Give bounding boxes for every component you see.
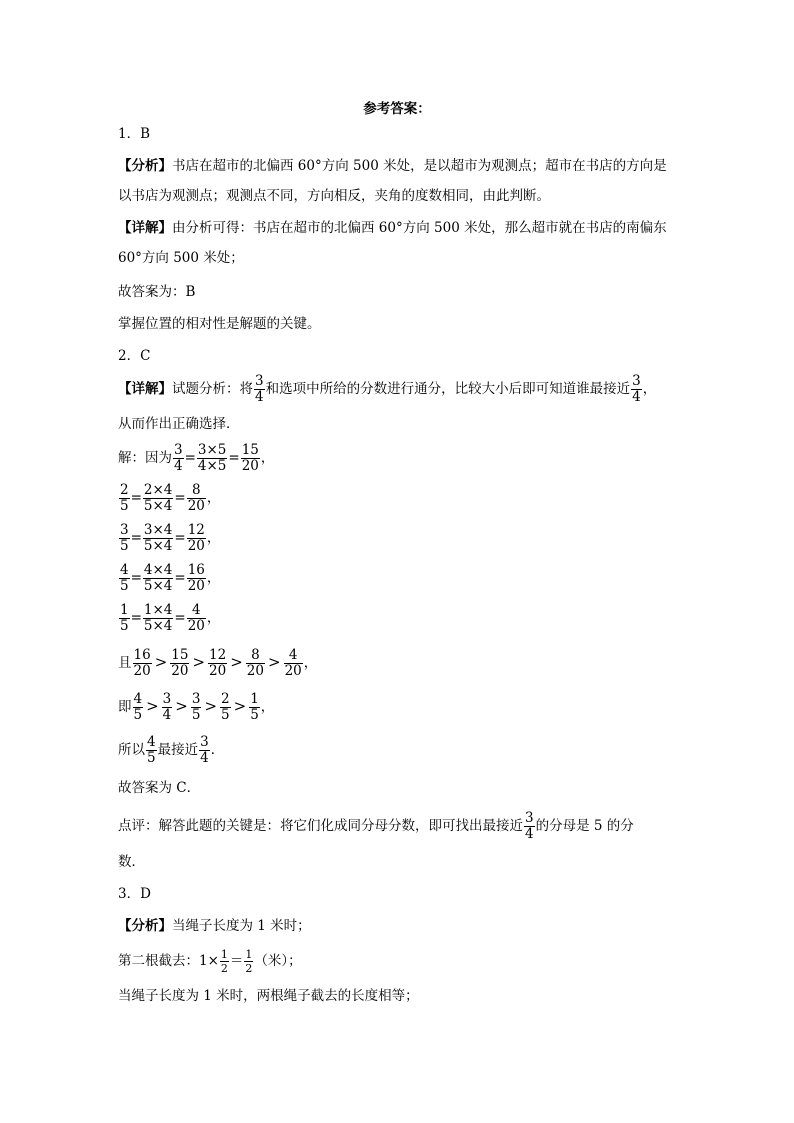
analysis-tag: 【分析】 (118, 918, 172, 934)
q1-analysis-line-1 (118, 156, 667, 176)
q1-analysis-text: 书店在超市的北偏西 60°方向 500 米处，是以超市为观测点；超市在书店的方向是 (172, 158, 667, 174)
q1-analysis-line-2: 以书店为观测点；观测点不同，方向相反，夹角的度数相同，由此判断。 (118, 188, 550, 204)
detail-tag: 【详解】 (118, 381, 172, 397)
q2-eq-1: 解：因为 $\frac{3}{4}$ = $\frac{3\times 5}{4\times 5}$ = $\frac{15}{20}$ ， (118, 441, 275, 474)
q3-cut-line: 第二根截去：1× $\frac{1}{2}$ ＝ $\frac{1}{2}$ （米）； (118, 948, 302, 975)
q2-number: 2．C (118, 348, 151, 364)
q2-comment-line-2: 数． (118, 854, 145, 870)
q2-detail-line-1: 【详解】试题分析：将 $\frac{3}{4}$ 和选项中所给的分数进行通分，比较大小后即可知道谁最接近 $\frac{3}{4}$ ， (118, 372, 657, 405)
q1-number: 1．B (118, 126, 151, 142)
q2-detail-text: 和选项中所给的分数进行通分，比较大小后即可知道谁最接近 (265, 381, 631, 397)
q1-answer: 故答案为：B (118, 284, 196, 300)
q2-answer: 故答案为 C． (118, 780, 201, 796)
q2-detail-line-2: 从而作出正确选择． (118, 416, 240, 432)
fraction-3-4: $\frac{3}{4}$ (255, 372, 264, 405)
detail-tag: 【详解】 (118, 220, 172, 236)
q1-detail-line-2: 60°方向 500 米处； (118, 250, 244, 266)
q1-detail-text: 由分析可得：书店在超市的北偏西 60°方向 500 米处，那么超市就在书店的南偏东 (172, 220, 667, 236)
fraction-3-4: $\frac{3}{4}$ (632, 372, 641, 405)
q2-detail-text: 试题分析：将 (172, 381, 253, 397)
q2-compare-20ths: 且 $\frac{16}{20}$ > $\frac{15}{20}$ > $\frac{12}{20}$ > $\frac{8}{20}$ > $\frac{4}{20}$ ， (118, 646, 318, 679)
page-title: 参考答案： (363, 101, 431, 117)
q2-conclusion: 所以 $\frac{4}{5}$ 最接近 $\frac{3}{4}$ ． (118, 733, 225, 766)
q3-last-line: 当绳子长度为 1 米时，两根绳子截去的长度相等； (118, 988, 419, 1004)
q2-eq-5: $\frac{1}{5}$ = $\frac{1\times 4}{5\times 4}$ = $\frac{4}{20}$ ， (120, 601, 221, 634)
q2-eq-3: $\frac{3}{5}$ = $\frac{3\times 4}{5\times 4}$ = $\frac{12}{20}$ ， (120, 521, 221, 554)
q2-eq-2: $\frac{2}{5}$ = $\frac{2\times 4}{5\times 4}$ = $\frac{8}{20}$ ， (120, 481, 221, 514)
q2-comment-line-1: 点评：解答此题的关键是：将它们化成同分母分数，即可找出最接近 $\frac{3}{4}$ 的分母是 5 的分 (118, 809, 634, 842)
q1-detail-line-1 (118, 218, 667, 238)
q2-compare-fractions: 即 $\frac{4}{5}$ > $\frac{3}{4}$ > $\frac{3}{5}$ > $\frac{2}{5}$ > $\frac{1}{5}$ ， (118, 690, 275, 723)
q3-number: 3．D (118, 886, 151, 902)
q2-eq-4: $\frac{4}{5}$ = $\frac{4\times 4}{5\times 4}$ = $\frac{16}{20}$ ， (120, 561, 221, 594)
q1-summary: 掌握位置的相对性是解题的关键。 (118, 316, 321, 332)
analysis-tag: 【分析】 (118, 158, 172, 174)
q3-analysis-line-1: 【分析】当绳子长度为 1 米时； (118, 918, 311, 934)
